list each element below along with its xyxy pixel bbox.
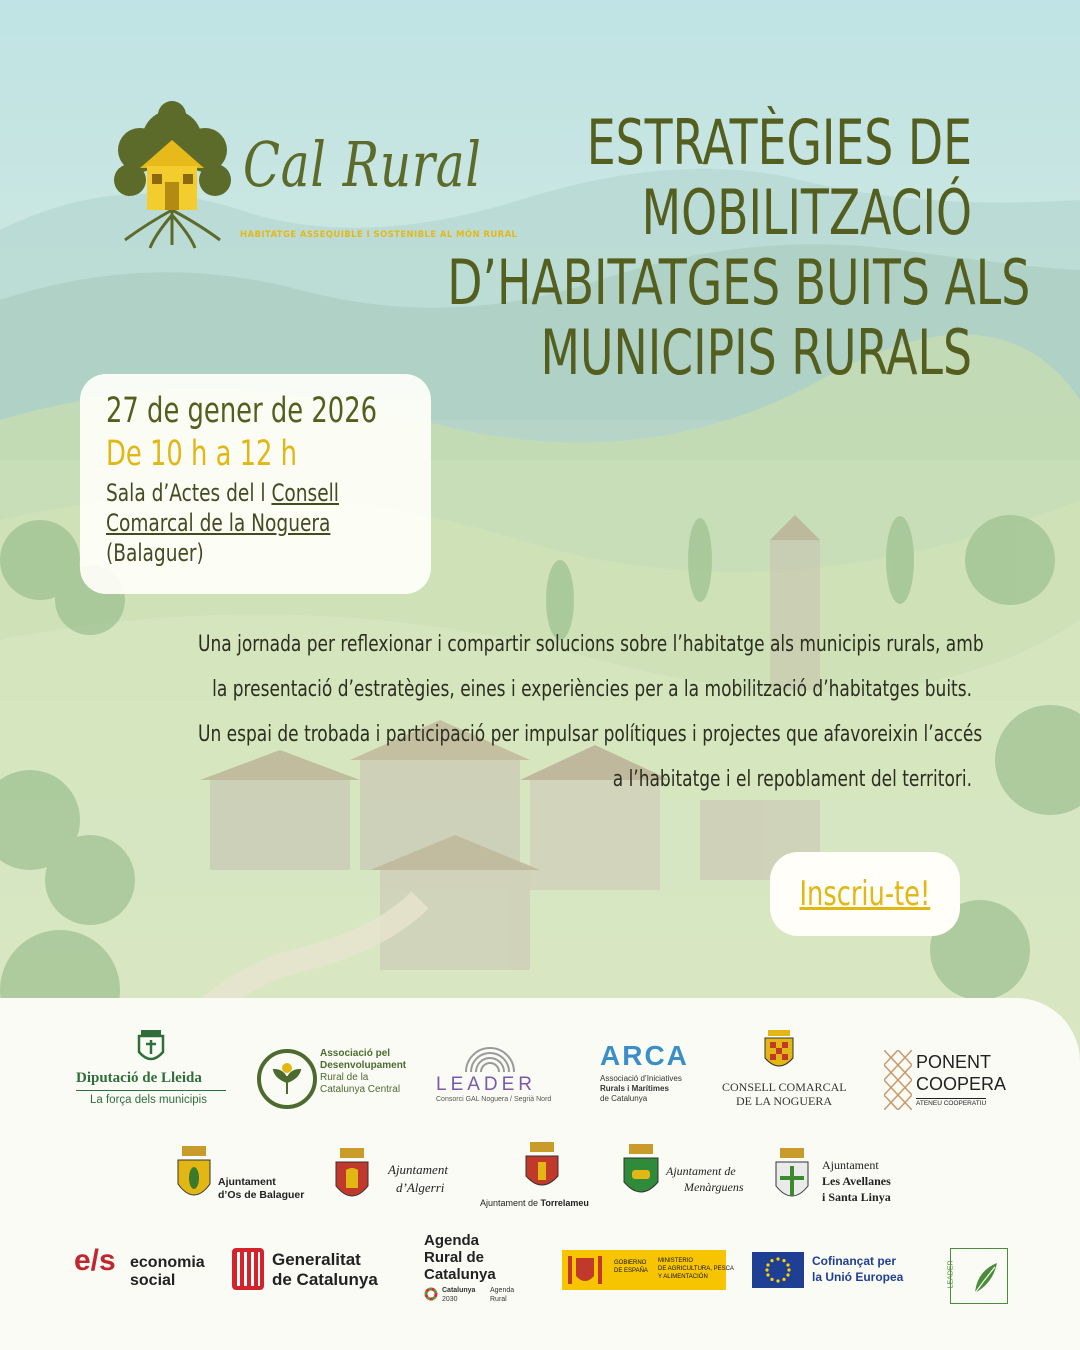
avellanes-line: Les Avellanes <box>822 1174 891 1188</box>
event-description <box>72 622 984 802</box>
eu-line: Cofinançat per <box>812 1254 897 1268</box>
venue-prefix: Sala d’Actes del l <box>106 479 272 507</box>
gobierno-line: GOBIERNO <box>614 1260 647 1266</box>
crest-icon <box>620 1144 662 1204</box>
arca-name: ARCA <box>600 1040 689 1071</box>
generalitat-line: de Catalunya <box>272 1270 378 1289</box>
senyera-icon <box>232 1248 264 1290</box>
eu-cofinancing-logo <box>752 1250 912 1290</box>
gobierno-line: Y ALIMENTACIÓN <box>658 1274 708 1280</box>
ajuntament-menarguens-logo <box>620 1144 750 1208</box>
associacio-desenvolupament-logo <box>256 1048 416 1112</box>
leaf-circle-icon <box>256 1048 318 1110</box>
event-title <box>447 106 1031 389</box>
avellanes-line: Ajuntament <box>822 1158 879 1172</box>
title-line: MOBILITZACIÓ <box>641 176 972 249</box>
os-line: Ajuntament <box>218 1176 276 1188</box>
leader-small-name: LEADER <box>947 1260 955 1289</box>
algerri-line: d’Algerri <box>396 1180 445 1195</box>
economia-line: social <box>130 1272 176 1289</box>
crest-icon <box>136 1028 166 1066</box>
title-line: D’HABITATGES BUITS ALS <box>447 246 1031 319</box>
sdg-wheel-icon <box>424 1287 438 1301</box>
economia-social-logo <box>74 1244 224 1290</box>
ajuntament-torrelameu-logo <box>478 1142 608 1212</box>
diamonds-icon <box>884 1050 912 1110</box>
crest-icon <box>522 1142 562 1196</box>
event-info-card <box>80 374 431 594</box>
generalitat-line: Generalitat <box>272 1250 361 1269</box>
agenda-sub: Rural <box>490 1296 507 1303</box>
leader-name: LEADER <box>436 1074 537 1095</box>
agenda-rural-logo <box>424 1232 554 1312</box>
agenda-line: Rural de <box>424 1249 485 1266</box>
consell-line: DE LA NOGUERA <box>736 1094 832 1108</box>
gobierno-espana-logo <box>562 1250 734 1290</box>
description-line: Una jornada per reflexionar i compartir solucions sobre l’habitatge als municipis rurals, amb <box>198 632 984 657</box>
gobierno-line: DE AGRICULTURA, PESCA <box>658 1266 734 1272</box>
agenda-sub: Catalunya <box>442 1287 476 1294</box>
cal-rural-logo <box>105 100 518 250</box>
os-line: d’Os de Balaguer <box>218 1189 305 1201</box>
crest-icon <box>772 1148 812 1208</box>
associacio-line: Catalunya Central <box>320 1084 401 1095</box>
eu-flag-icon <box>752 1252 804 1288</box>
event-venue <box>106 478 398 568</box>
title-line: MUNICIPIS RURALS <box>540 316 972 389</box>
leader-eu-logo <box>947 1248 1008 1304</box>
crest-icon <box>176 1146 212 1208</box>
menarguens-line: Menàrguens <box>684 1180 744 1194</box>
agenda-sub: Agenda <box>490 1287 515 1294</box>
ajuntament-algerri-logo <box>332 1148 462 1212</box>
arca-line: Associació d’Iniciatives <box>600 1074 682 1083</box>
description-line: a l’habitatge i el repoblament del territori. <box>612 767 972 792</box>
agenda-line: Agenda <box>424 1232 480 1249</box>
leader-sub: Consorci GAL Noguera / Segrià Nord <box>436 1096 552 1103</box>
gobierno-line: DE ESPAÑA <box>614 1268 648 1274</box>
consell-comarcal-logo <box>720 1030 847 1110</box>
divider <box>76 1090 226 1091</box>
arca-line: Rurals i Marítimes <box>600 1084 669 1093</box>
menarguens-line: Ajuntament de <box>666 1164 736 1178</box>
associacio-line: Associació pel <box>320 1048 391 1059</box>
agenda-line: Catalunya <box>424 1266 496 1283</box>
logo-wordmark: Cal Rural <box>243 128 482 201</box>
arca-logo <box>598 1040 708 1104</box>
ponent-line: COOPERA <box>916 1074 1007 1094</box>
ajuntament-avellanes-logo <box>772 1148 912 1212</box>
avellanes-line: i Santa Linya <box>822 1190 891 1204</box>
venue-city: (Balaguer) <box>106 539 204 567</box>
ponent-line: ATENEU COOPERATIU <box>916 1100 987 1107</box>
checkered-crest-icon <box>762 1030 796 1076</box>
description-line: Un espai de trobada i participació per impulsar polítiques i projectes que afavoreixin l’accés <box>198 722 983 747</box>
diputacio-name: Diputació de Lleida <box>76 1070 202 1086</box>
register-button[interactable] <box>770 852 960 936</box>
event-time: De 10 h a 12 h <box>106 434 298 474</box>
arca-line: de Catalunya <box>600 1094 648 1103</box>
leaf-icon <box>971 1259 1001 1295</box>
gobierno-line: MINISTERIO <box>658 1258 694 1264</box>
tree-house-icon <box>105 100 240 250</box>
description-line: la presentació d’estratègies, eines i experiències per a la mobilització d’habitatges buits. <box>212 677 973 702</box>
coat-of-arms-icon <box>562 1250 608 1290</box>
agenda-sub: 2030 <box>442 1296 458 1303</box>
diputacio-tagline: La força dels municipis <box>90 1094 207 1106</box>
register-label: Inscriu-te! <box>799 874 931 914</box>
ponent-line: PONENT <box>916 1052 992 1072</box>
economia-line: economia <box>130 1254 205 1271</box>
torrelameu-prefix: Ajuntament de <box>480 1198 541 1208</box>
crest-icon <box>332 1148 372 1208</box>
venue-link[interactable]: Consell <box>271 479 339 507</box>
title-line: ESTRATÈGIES DE <box>586 106 972 179</box>
arcs-icon <box>460 1034 520 1074</box>
eu-line: la Unió Europea <box>812 1270 904 1284</box>
generalitat-logo <box>232 1248 402 1292</box>
economia-mark: e/s <box>74 1244 116 1277</box>
diputacio-lleida-logo <box>76 1028 226 1113</box>
torrelameu-name: Torrelameu <box>540 1198 589 1208</box>
torrelameu-label <box>480 1198 589 1208</box>
leader-logo <box>434 1034 552 1104</box>
ajuntament-os-logo <box>176 1146 316 1210</box>
associacio-line: Desenvolupament <box>320 1060 407 1071</box>
associacio-line: Rural de la <box>320 1072 369 1083</box>
partners-panel <box>0 998 1080 1350</box>
consell-line: CONSELL COMARCAL <box>722 1080 847 1094</box>
venue-link[interactable]: Comarcal de la Noguera <box>106 509 331 537</box>
algerri-line: Ajuntament <box>388 1162 448 1177</box>
logo-tagline: HABITATGE ASSEQUIBLE I SOSTENIBLE AL MÓN RURAL <box>240 230 518 240</box>
event-date: 27 de gener de 2026 <box>106 391 378 431</box>
ponent-coopera-logo <box>884 1050 1006 1112</box>
